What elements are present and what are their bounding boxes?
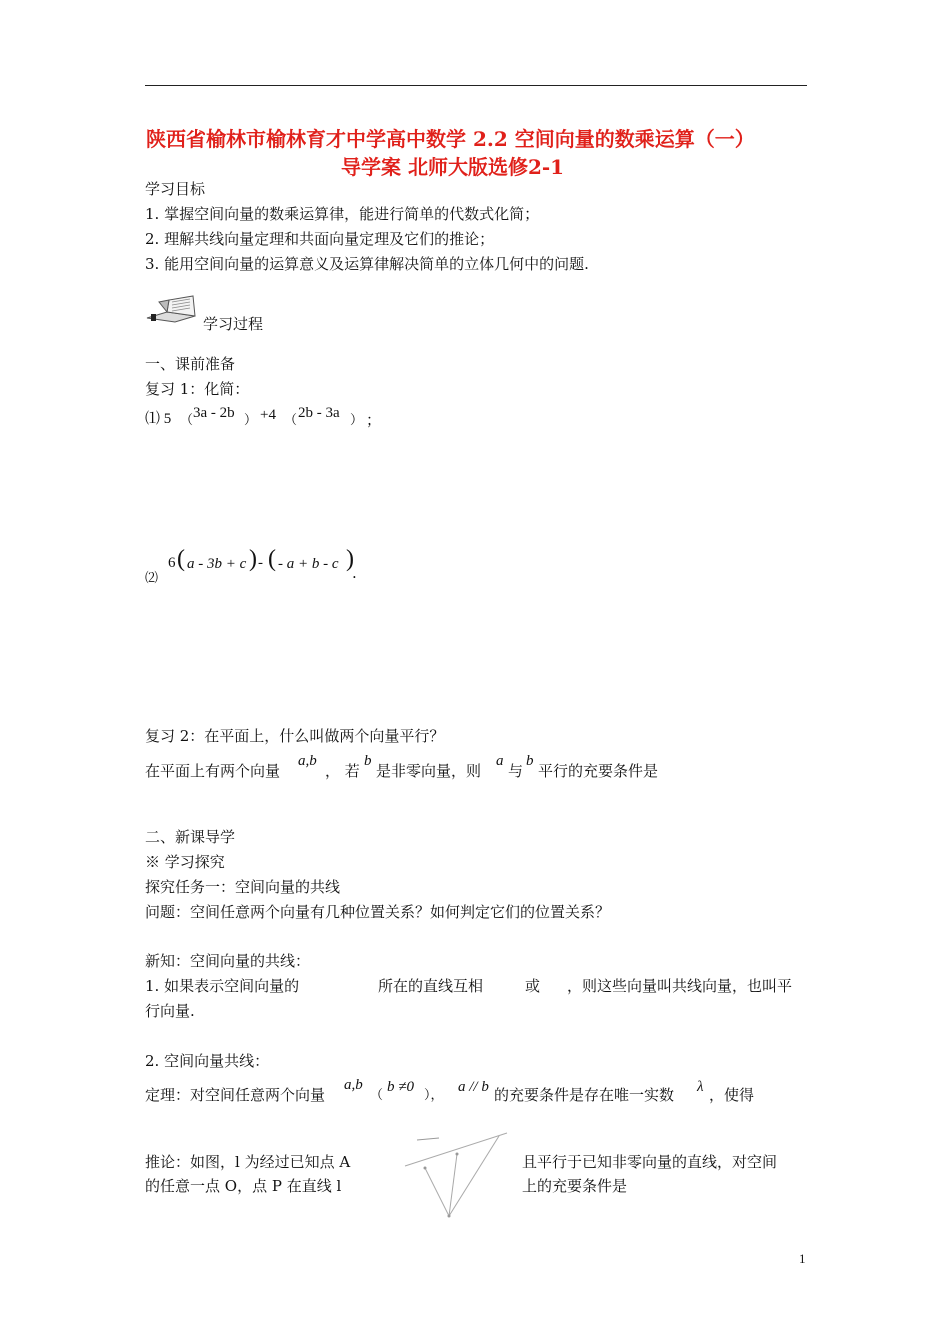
question1-label: ⑴ 5 bbox=[145, 411, 172, 427]
item1-part: 1. 如果表示空间向量的 bbox=[145, 977, 300, 995]
paren-open: ( bbox=[268, 546, 276, 572]
theorem-part: ，使得 bbox=[709, 1086, 755, 1104]
lambda-symbol: λ bbox=[697, 1079, 704, 1095]
review2-question: 复习 2：在平面上，什么叫做两个向量平行？ bbox=[145, 727, 445, 745]
objective-item: 3. 能用空间向量的运算意义及运算律解决简单的立体几何中的问题. bbox=[145, 255, 589, 273]
paren-close: ） bbox=[350, 413, 364, 428]
newknow-heading: 新知：空间向量的共线： bbox=[145, 952, 311, 970]
objective-item: 2. 理解共线向量定理和共面向量定理及它们的推论； bbox=[145, 230, 495, 248]
question2-inner2: - a + b - c bbox=[278, 556, 339, 572]
paren-open: （ bbox=[370, 1088, 384, 1103]
line-diagram-figure bbox=[403, 1128, 513, 1220]
paren-open: ( bbox=[177, 546, 185, 572]
vector-ab: a,b bbox=[344, 1077, 363, 1093]
question1-expr1: 3a - 2b bbox=[193, 405, 235, 421]
review1-label: 复习 1：化简： bbox=[145, 380, 250, 398]
item1-part: 或 bbox=[525, 977, 541, 995]
paren-close: ) bbox=[346, 546, 354, 572]
vector-b: b bbox=[364, 753, 372, 769]
page-number: 1 bbox=[799, 1251, 806, 1266]
paren-open: （ bbox=[284, 413, 298, 428]
item1-part: ，则这些向量叫共线向量，也叫平 bbox=[567, 977, 793, 995]
newlesson-heading: 二、新课导学 bbox=[145, 828, 236, 846]
paren-close: ) bbox=[249, 546, 257, 572]
item2-heading: 2. 空间向量共线： bbox=[145, 1052, 270, 1070]
question2-end: . bbox=[352, 564, 357, 582]
doc-title-line1: 陕西省榆林市榆林育才中学高中数学 2.2 空间向量的数乘运算（一） bbox=[146, 127, 755, 151]
explore-heading: ※ 学习探究 bbox=[145, 853, 225, 871]
theorem-part: 定理：对空间任意两个向量 bbox=[145, 1086, 326, 1104]
corollary-text: 推论：如图，l 为经过已知点 A bbox=[145, 1153, 351, 1171]
question2-label: ⑵ bbox=[145, 571, 159, 586]
review2-line-part: 在平面上有两个向量 bbox=[145, 762, 281, 780]
item1-part: 所在的直线互相 bbox=[378, 977, 484, 995]
paren-open: （ bbox=[180, 413, 194, 428]
objectives-heading: 学习目标 bbox=[145, 180, 206, 198]
theorem-condition: b ≠0 bbox=[387, 1079, 414, 1095]
theorem-part: 的充要条件是存在唯一实数 bbox=[494, 1086, 675, 1104]
problem-text: 问题：空间任意两个向量有几种位置关系？如何判定它们的位置关系？ bbox=[145, 903, 611, 921]
review2-line-part: 是非零向量，则 bbox=[376, 762, 482, 780]
vector-ab: a,b bbox=[298, 753, 317, 769]
corollary-text: 且平行于已知非零向量的直线，对空间 bbox=[522, 1153, 778, 1171]
prep-heading: 一、课前准备 bbox=[145, 355, 236, 373]
theorem-parallel: a // b bbox=[458, 1079, 489, 1095]
question2-inner1: a - 3b + c bbox=[187, 556, 247, 572]
review2-line-part: ， 若 bbox=[325, 762, 360, 780]
process-heading: 学习过程 bbox=[203, 315, 264, 333]
vector-a: a bbox=[496, 753, 504, 769]
item1-continuation: 行向量. bbox=[145, 1002, 195, 1020]
review2-line-part: 与 bbox=[508, 762, 524, 780]
question1-end: ； bbox=[366, 411, 382, 429]
corollary-text: 上的充要条件是 bbox=[522, 1177, 628, 1195]
question2-coef: 6 bbox=[168, 555, 176, 571]
vector-b: b bbox=[526, 753, 534, 769]
task1-heading: 探究任务一：空间向量的共线 bbox=[145, 878, 341, 896]
header-rule bbox=[145, 85, 807, 86]
book-icon bbox=[143, 294, 199, 324]
paren-close: ） bbox=[244, 413, 258, 428]
doc-title-line2: 导学案 北师大版选修2-1 bbox=[341, 155, 565, 179]
paren-close: ）， bbox=[424, 1088, 444, 1103]
review2-line-part: 平行的充要条件是 bbox=[538, 762, 659, 780]
question1-expr2: 2b - 3a bbox=[298, 405, 340, 421]
objective-item: 1. 掌握空间向量的数乘运算律，能进行简单的代数式化简； bbox=[145, 205, 540, 223]
question2-minus: - bbox=[258, 555, 263, 571]
question1-mid: +4 bbox=[260, 407, 276, 423]
corollary-text: 的任意一点 O，点 P 在直线 l bbox=[145, 1177, 342, 1195]
